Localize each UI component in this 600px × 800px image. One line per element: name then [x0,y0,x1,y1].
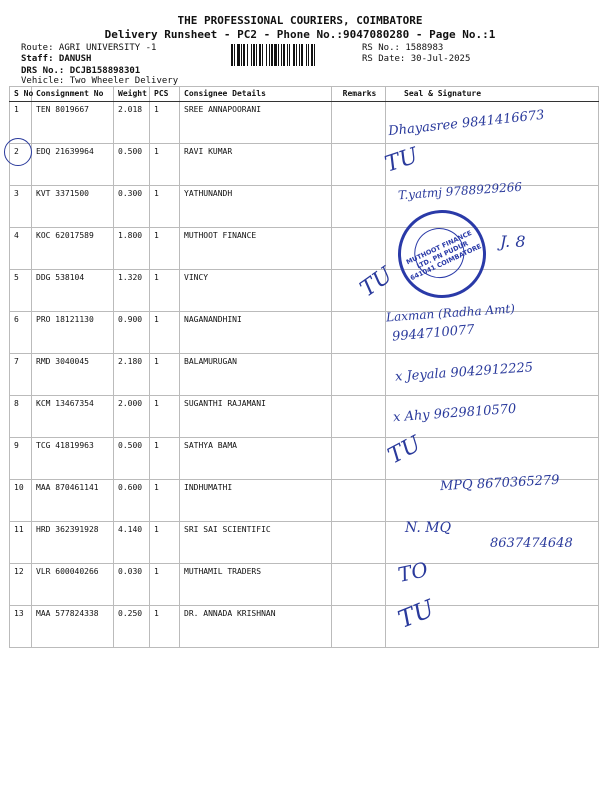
cell-sno: 11 [10,522,32,564]
cell-consignment-no: TCG 41819963 [32,438,114,480]
cell-consignment-no: KCM 13467354 [32,396,114,438]
cell-sno: 9 [10,438,32,480]
cell-remarks [332,438,386,480]
barcode [231,44,355,66]
header-pcs: PCS [150,87,180,102]
circled-row-mark [4,138,32,166]
table-header-row [10,87,599,102]
drs-number: DRS No.: DCJB158898301 [21,66,141,76]
signature-row-6-phone: 9944710077 [391,322,476,345]
runsheet-table-container [9,86,598,634]
cell-consignment-no: DDG 538104 [32,270,114,312]
cell-consignment-no: VLR 600040266 [32,564,114,606]
cell-sno: 8 [10,396,32,438]
signature-row-2: TU [381,143,422,178]
cell-consignment-no: HRD 362391928 [32,522,114,564]
signature-row-3: T.yatmj 9788929266 [397,179,523,203]
cell-sno: 3 [10,186,32,228]
cell-remarks [332,312,386,354]
signature-row-8: x Ahy 9629810570 [392,401,517,426]
cell-consignment-no: MAA 870461141 [32,480,114,522]
vehicle-info: Vehicle: Two Wheeler Delivery [21,76,179,86]
signature-row-4: J. 8 [500,232,526,251]
cell-remarks [332,480,386,522]
header-sno: S No [10,87,32,102]
cell-weight: 0.300 [114,186,150,228]
cell-sno: 12 [10,564,32,606]
cell-pcs: 1 [150,480,180,522]
cell-remarks [332,354,386,396]
cell-pcs: 1 [150,270,180,312]
cell-weight: 0.030 [114,564,150,606]
cell-weight: 0.500 [114,144,150,186]
cell-consignee: MUTHAMIL TRADERS [180,564,332,606]
cell-pcs: 1 [150,522,180,564]
signature-row-11-name: N. MQ [405,520,452,536]
header-weight: Weight [114,87,150,102]
cell-consignee: DR. ANNADA KRISHNAN [180,606,332,648]
cell-sno: 6 [10,312,32,354]
cell-remarks [332,396,386,438]
cell-consignee: INDHUMATHI [180,480,332,522]
cell-pcs: 1 [150,396,180,438]
cell-consignee: NAGANANDHINI [180,312,332,354]
table-row [10,606,599,648]
cell-sno: 1 [10,102,32,144]
signature-row-6-name: Laxman (Radha Amt) [385,301,516,325]
cell-pcs: 1 [150,312,180,354]
staff-info: Staff: DANUSH [21,54,92,64]
table-row [10,564,599,606]
cell-consignee: RAVI KUMAR [180,144,332,186]
cell-sno: 10 [10,480,32,522]
route-info: Route: AGRI UNIVERSITY -1 [21,43,157,53]
cell-consignee: SATHYA BAMA [180,438,332,480]
signature-row-5: TU [355,262,398,303]
table-row [10,312,599,354]
cell-weight: 2.000 [114,396,150,438]
runsheet-subtitle: Delivery Runsheet - PC2 - Phone No.:9047080280 - Page No.:1 [104,28,496,41]
cell-consignee: SUGANTHI RAJAMANI [180,396,332,438]
cell-weight: 0.600 [114,480,150,522]
cell-remarks [332,186,386,228]
cell-remarks [332,564,386,606]
signature-row-11-phone: 8637474648 [490,536,573,551]
signature-row-1: Dhayasree 9841416673 [387,107,546,140]
cell-consignment-no: KVT 3371500 [32,186,114,228]
cell-consignment-no: MAA 577824338 [32,606,114,648]
cell-weight: 0.500 [114,438,150,480]
cell-pcs: 1 [150,102,180,144]
table-row [10,438,599,480]
barcode-bar [315,44,317,66]
header-consignment-no: Consignment No [32,87,114,102]
cell-weight: 1.320 [114,270,150,312]
rs-date: RS Date: 30-Jul-2025 [362,54,471,64]
signature-row-7: x Jeyala 9042912225 [394,360,534,385]
header-remarks: Remarks [332,87,386,102]
cell-weight: 0.900 [114,312,150,354]
cell-consignment-no: EDQ 21639964 [32,144,114,186]
cell-pcs: 1 [150,228,180,270]
cell-pcs: 1 [150,144,180,186]
cell-remarks [332,144,386,186]
signature-row-13: TU [394,594,439,634]
cell-consignment-no: KOC 62017589 [32,228,114,270]
signature-row-9: TU [384,431,426,470]
cell-sno: 4 [10,228,32,270]
cell-weight: 0.250 [114,606,150,648]
cell-consignee: SRI SAI SCIENTIFIC [180,522,332,564]
cell-weight: 4.140 [114,522,150,564]
header-consignee-details: Consignee Details [180,87,332,102]
table-row [10,144,599,186]
cell-sno: 2 [10,144,32,186]
cell-pcs: 1 [150,354,180,396]
cell-remarks [332,228,386,270]
stamp-text: MUTHOOT FINANCE LTD. PN PUDUR 641041 COIMBATORE [405,228,483,283]
cell-sno: 7 [10,354,32,396]
cell-weight: 2.180 [114,354,150,396]
cell-consignee: BALAMURUGAN [180,354,332,396]
cell-consignment-no: PRO 18121130 [32,312,114,354]
runsheet-title: THE PROFESSIONAL COURIERS, COIMBATORE [177,14,423,27]
cell-pcs: 1 [150,606,180,648]
cell-sno: 13 [10,606,32,648]
cell-consignee: MUTHOOT FINANCE [180,228,332,270]
cell-consignee: YATHUNANDH [180,186,332,228]
signature-row-12: TO [395,557,430,587]
cell-pcs: 1 [150,186,180,228]
cell-consignment-no: TEN 8019667 [32,102,114,144]
cell-remarks [332,522,386,564]
cell-remarks [332,102,386,144]
cell-sno: 5 [10,270,32,312]
header-seal-signature: Seal & Signature [386,87,599,102]
rs-number: RS No.: 1588983 [362,43,444,53]
signature-row-10: MPQ 8670365279 [439,472,560,495]
cell-consignment-no: RMD 3040045 [32,354,114,396]
cell-consignee: SREE ANNAPOORANI [180,102,332,144]
cell-consignee: VINCY [180,270,332,312]
cell-weight: 1.800 [114,228,150,270]
cell-weight: 2.018 [114,102,150,144]
cell-pcs: 1 [150,438,180,480]
cell-pcs: 1 [150,564,180,606]
cell-remarks [332,606,386,648]
